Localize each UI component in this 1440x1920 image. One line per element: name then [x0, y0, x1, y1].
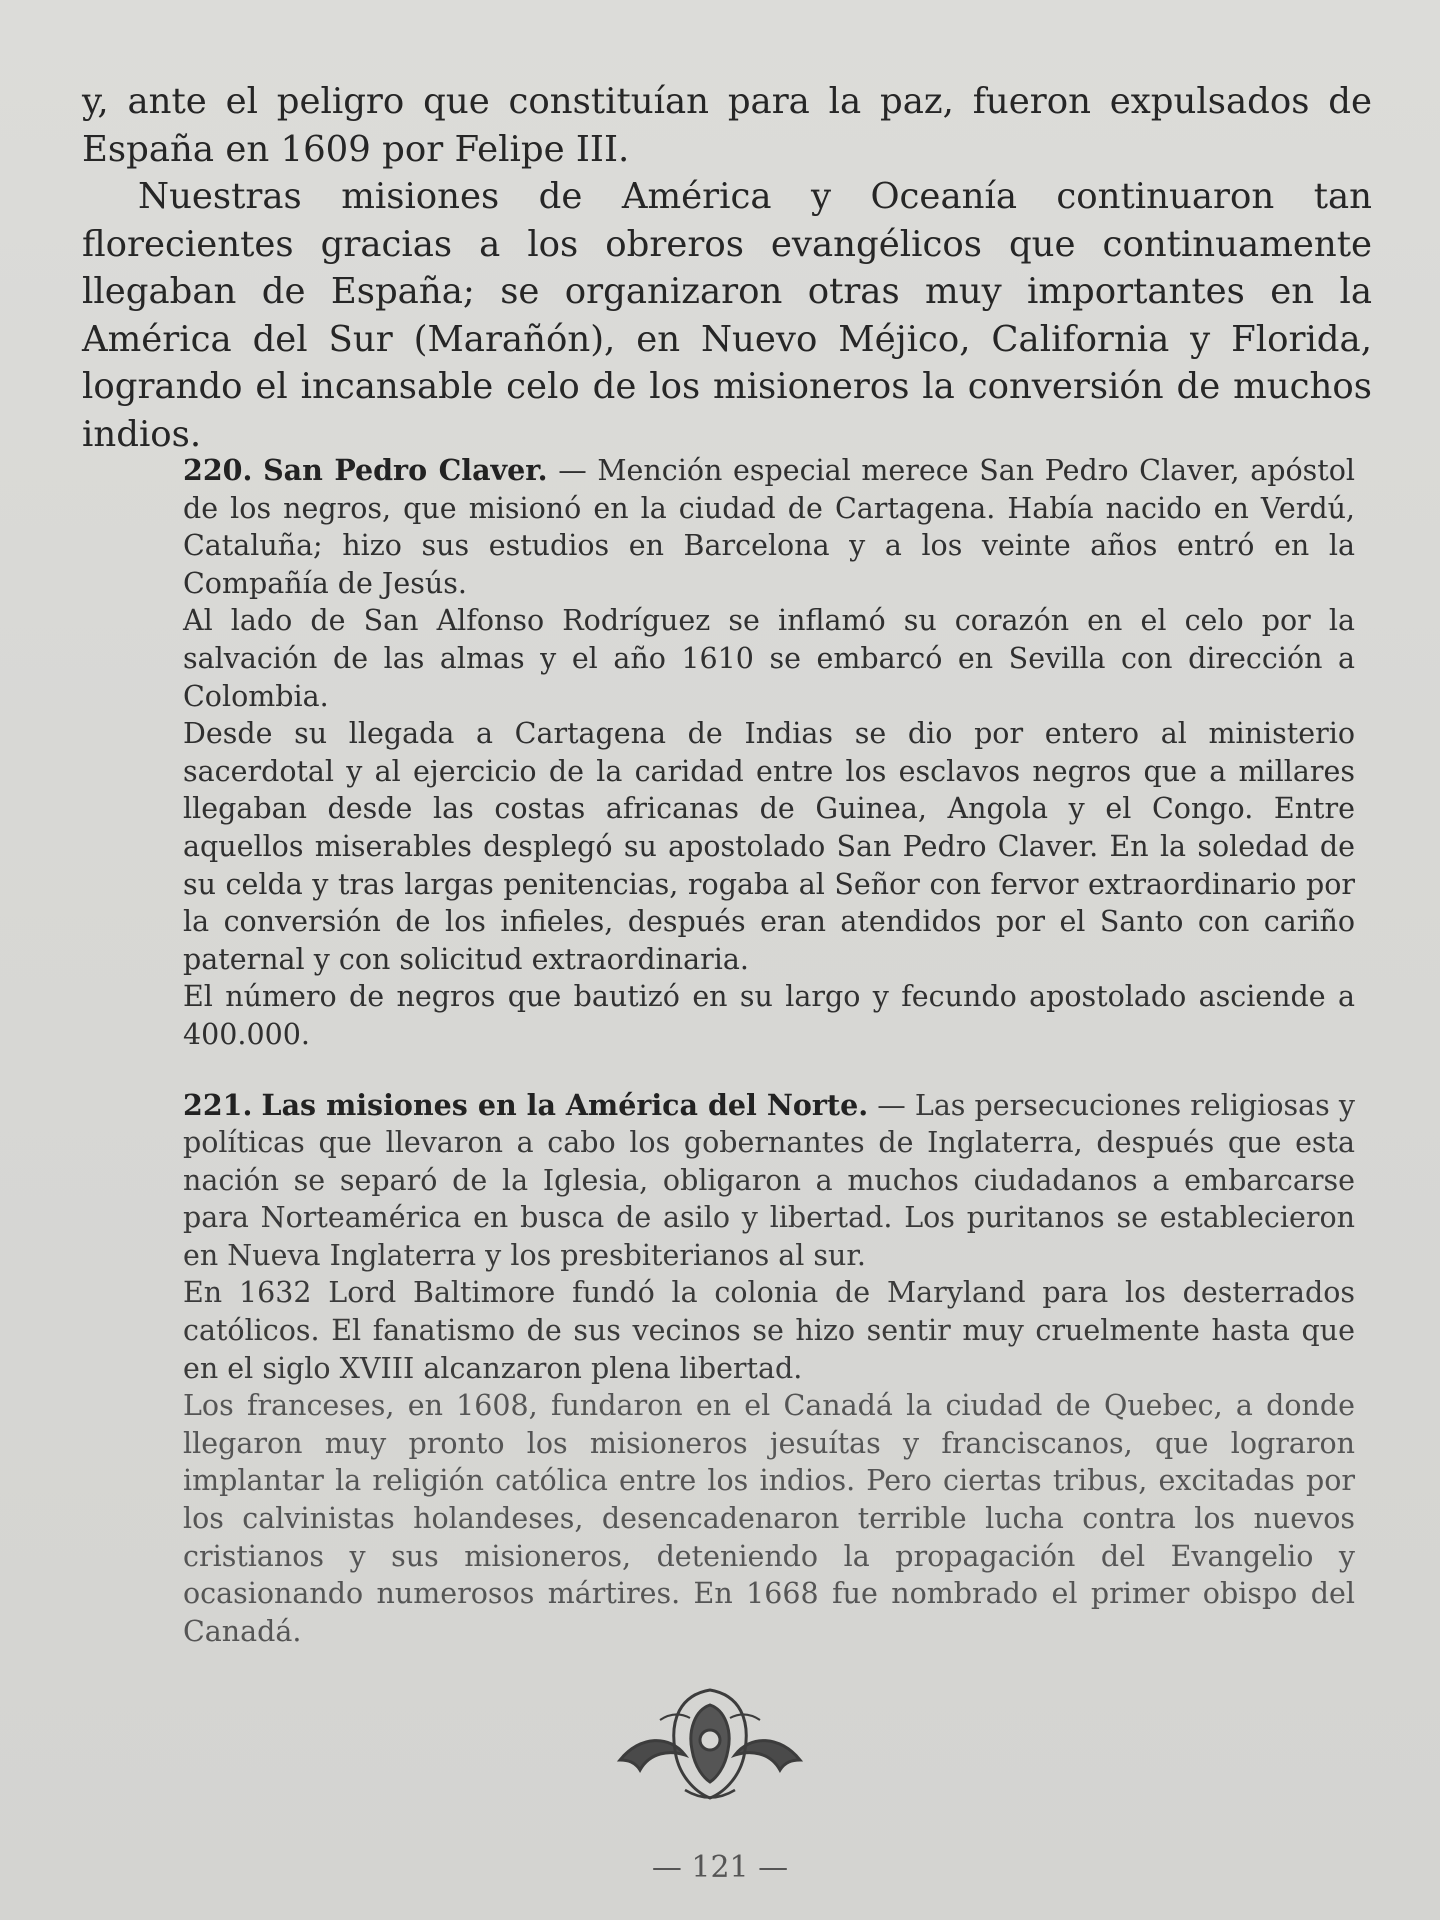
numbered-sections: [183, 452, 1355, 1683]
section-220-paragraph: Al lado de San Alfonso Rodríguez se inflamó su corazón en el celo por la salvación de las almas y el año 1610 se embarcó en Sevilla con dirección a Colombia.: [183, 604, 1355, 713]
section-220-lead-paragraph: [183, 452, 1355, 602]
section-221-lead-paragraph: [183, 1087, 1355, 1275]
section-220-paragraph: Desde su llegada a Cartagena de Indias se dio por entero al ministerio sacerdotal y al ejercicio de la caridad entre los esclavos negros que a millares llegaban desde las costas africanas de Guinea, Angola y el Congo. Entre aquellos miserables desplegó su apostolado San Pedro Claver. En la soledad de su celda y tras largas penitencias, rogaba al Señor con fervor extraordinario por la conversión de los infieles, después eran atendidos por el Santo con cariño paternal y con solicitud extraordinaria.: [183, 717, 1355, 976]
section-220-number: 220.: [183, 453, 253, 487]
intro-text: [82, 78, 1372, 458]
section-221-paragraph: En 1632 Lord Baltimore fundó la colonia de Maryland para los desterrados católicos. El fanatismo de sus vecinos se hizo sentir muy cruelmente hasta que en el siglo XVIII alcanzaron plena libertad.: [183, 1276, 1355, 1385]
section-220-paragraph: El número de negros que bautizó en su largo y fecundo apostolado asciende a 400.000.: [183, 980, 1355, 1051]
section-221-title: Las misiones en la América del Norte.: [261, 1087, 869, 1122]
section-220: [183, 452, 1355, 1054]
intro-paragraph-1: y, ante el peligro que constituían para la paz, fueron expulsados de España en 1609 por Felipe III.: [82, 81, 1372, 170]
section-221-lead-text: — Las persecuciones religiosas y políticas que llevaron a cabo los gobernantes de Inglaterra, después que esta nación se separó de la Iglesia, obligaron a muchos ciudadanos a embarcarse para Norteamérica en busca de asilo y libertad. Los puritanos se establecieron en Nueva Inglaterra y los presbiterianos al sur.: [183, 1088, 1356, 1272]
section-220-lead-text: — Mención especial merece San Pedro Claver, apóstol de los negros, que misionó en la ciudad de Cartagena. Había nacido en Verdú, Cataluña; hizo sus estudios en Barcelona y a los veinte años entró en la Compañía de Jesús.: [183, 454, 1355, 600]
intro-paragraph-2: Nuestras misiones de América y Oceanía continuaron tan florecientes gracias a los obreros evangélicos que continuamente llegaban de España; se organizaron otras muy importantes en la América del Sur (Marañón), en Nuevo Méjico, California y Florida, logrando el incansable celo de los misioneros la conversión de muchos indios.: [82, 176, 1372, 455]
section-221: [183, 1087, 1355, 1651]
section-221-paragraph: Los franceses, en 1608, fundaron en el Canadá la ciudad de Quebec, a donde llegaron muy pronto los misioneros jesuítas y franciscanos, que lograron implantar la religión católica entre los indios. Pero ciertas tribus, excitadas por los calvinistas holandeses, desencadenaron terrible lucha contra los nuevos cristianos y sus misioneros, deteniendo la propagación del Evangelio y ocasionando numerosos mártires. En 1668 fue nombrado el primer obispo del Canadá.: [183, 1389, 1355, 1648]
page-number: — 121 —: [651, 1850, 789, 1885]
decorative-vignette-icon: [600, 1680, 820, 1810]
section-221-number: 221.: [183, 1087, 253, 1122]
section-220-title: San Pedro Claver.: [263, 453, 548, 487]
